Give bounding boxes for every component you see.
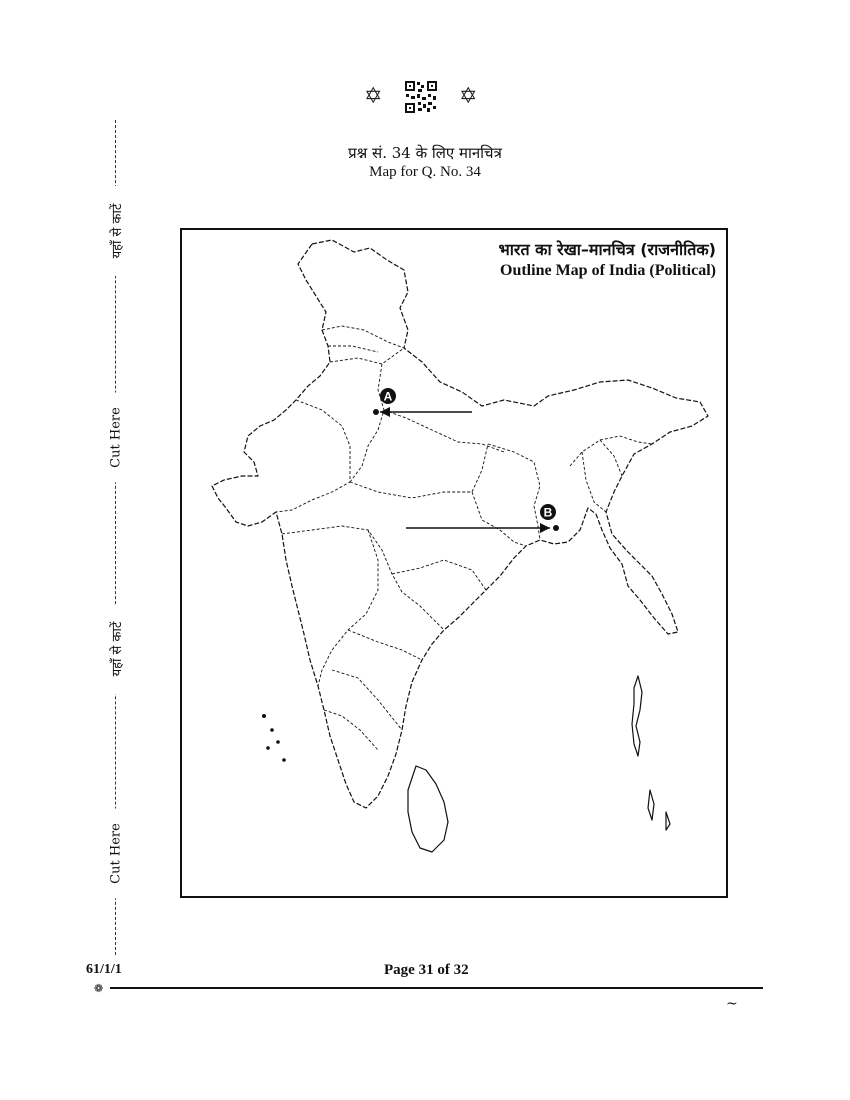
map-title-english: Outline Map of India (Political) [500,262,716,279]
paper-code: 61/1/1 [86,962,122,977]
star-icon-left: ✡ [364,84,383,109]
marker-a-label: A [383,389,393,404]
cut-label-hindi-top: यहाँ से काटें [107,186,125,276]
cut-label-english-top: Cut Here [109,393,124,483]
qr-code-icon [404,80,438,114]
india-outline-map [182,230,726,896]
sri-lanka-outline [408,766,448,852]
star-icon-right: ✡ [459,84,478,109]
cut-label-hindi-bottom: यहाँ से काटें [107,604,125,694]
map-title-hindi: भारत का रेखा–मानचित्र (राजनीतिक) [498,240,716,259]
page-number: Page 31 of 32 [384,962,469,978]
cut-label-english-bottom: Cut Here [109,809,124,899]
marker-b-label: B [543,505,553,520]
map-frame [180,228,728,898]
question-title-english: Map for Q. No. 34 [369,164,481,180]
marker-a [373,388,472,417]
india-mainland-outline [212,240,708,808]
footer-rule [110,987,763,989]
footer-ornament-icon: ❁ [94,982,104,995]
question-title-hindi: प्रश्न सं. 34 के लिए मानचित्र [348,144,502,162]
footer-tilde: ~ [726,996,738,1012]
